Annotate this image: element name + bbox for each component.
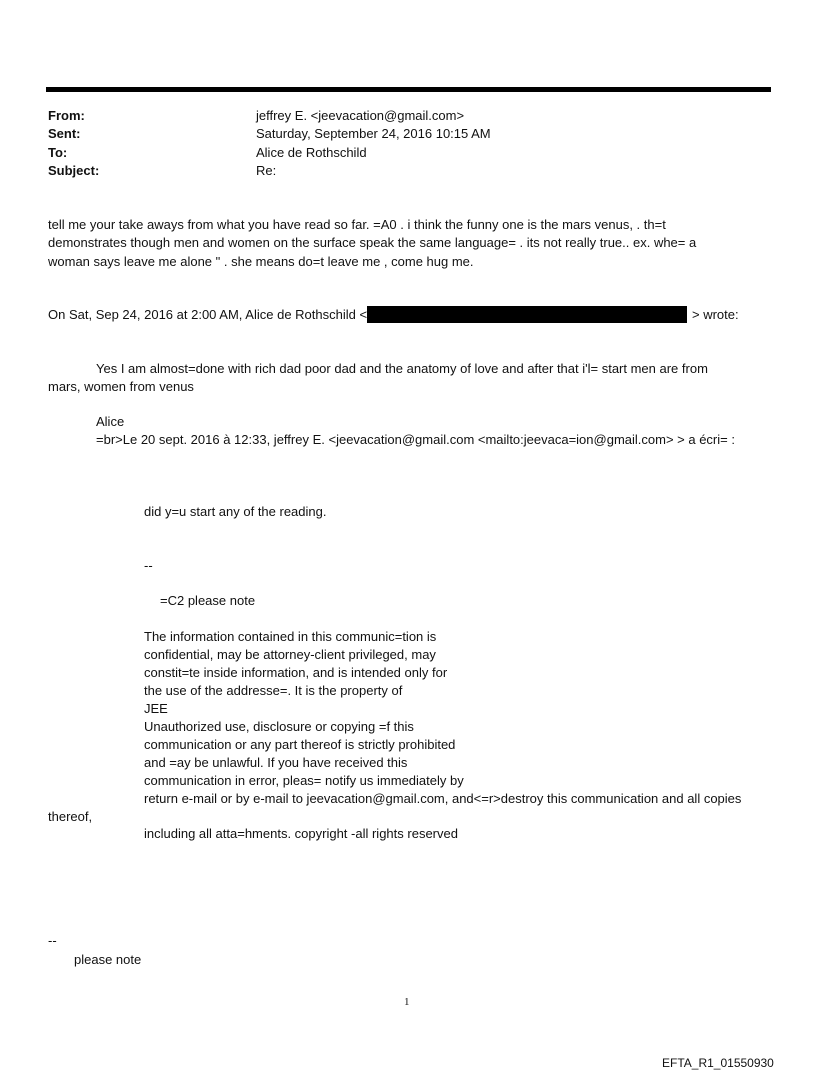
header-rule xyxy=(46,87,771,92)
disclaimer-line: Unauthorized use, disclosure or copying =f this xyxy=(144,719,414,734)
quote-intro-end: > wrote: xyxy=(692,307,739,322)
nested-header: =br>Le 20 sept. 2016 à 12:33, jeffrey E. <jeevacation@gmail.com <mailto:jeevaca=ion@gmail.com> > a écri= : xyxy=(96,432,735,447)
disclaimer-line: The information contained in this communic=tion is xyxy=(144,629,437,644)
bottom-note: please note xyxy=(74,952,142,967)
sent-value: Saturday, September 24, 2016 10:15 AM xyxy=(256,126,491,141)
page-number: 1 xyxy=(404,996,410,1008)
to-value: Alice de Rothschild xyxy=(256,145,367,160)
disclaimer-line: and =ay be unlawful. If you have received this xyxy=(144,755,408,770)
redaction-bar xyxy=(367,306,687,323)
disclaimer-line: constit=te inside information, and is intended only for xyxy=(144,665,448,680)
disclaimer-line: confidential, may be attorney-client privileged, may xyxy=(144,647,436,662)
reply-line-2: mars, women from venus xyxy=(48,379,194,394)
signature-dash: -- xyxy=(144,558,153,573)
disclaimer-line: JEE xyxy=(144,701,168,716)
disclaimer-line: return e-mail or by e-mail to jeevacation@gmail.com, and<=r>destroy this communication and all copies xyxy=(144,791,742,806)
from-value: jeffrey E. <jeevacation@gmail.com> xyxy=(256,108,465,123)
bottom-dash: -- xyxy=(48,933,57,948)
document-id: EFTA_R1_01550930 xyxy=(662,1056,774,1070)
sent-label: Sent: xyxy=(48,126,81,141)
from-label: From: xyxy=(48,108,85,123)
body-line-2: demonstrates though men and women on the surface speak the same language= . its not really true.. ex. whe= a xyxy=(48,235,697,250)
subject-value: Re: xyxy=(256,163,277,178)
attachments-line: including all atta=hments. copyright -all rights reserved xyxy=(144,826,458,841)
subject-label: Subject: xyxy=(48,163,100,178)
body-line-1: tell me your take aways from what you have read so far. =A0 . i think the funny one is the mars venus, . th=t xyxy=(48,217,666,232)
disclaimer-line: communication or any part thereof is strictly prohibited xyxy=(144,737,456,752)
disclaimer-thereof: thereof, xyxy=(48,809,93,824)
disclaimer-line: communication in error, pleas= notify us immediately by xyxy=(144,773,464,788)
please-note-c2: =C2 please note xyxy=(160,593,256,608)
reply-line-1: Yes I am almost=done with rich dad poor dad and the anatomy of love and after that i'l= start men are from xyxy=(96,361,708,376)
to-label: To: xyxy=(48,145,68,160)
question: did y=u start any of the reading. xyxy=(144,504,327,519)
body-line-3: woman says leave me alone " . she means do=t leave me , come hug me. xyxy=(48,254,474,269)
disclaimer-line: the use of the addresse=. It is the property of xyxy=(144,683,403,698)
signoff: Alice xyxy=(96,414,125,429)
quote-intro: On Sat, Sep 24, 2016 at 2:00 AM, Alice de Rothschild < xyxy=(48,307,368,322)
